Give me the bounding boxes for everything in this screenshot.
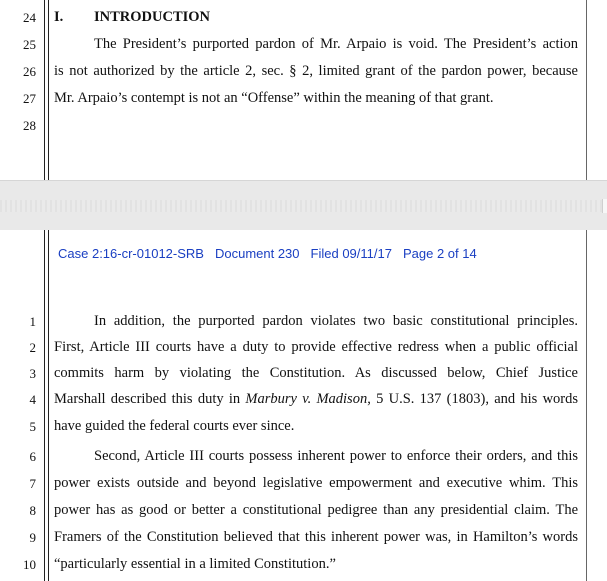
right-margin-rule xyxy=(586,230,587,581)
paragraph-line: is not authorized by the article 2, sec. § 2, limited grant of the pardon power, because xyxy=(54,63,578,79)
text-run: Marshall described this duty in xyxy=(54,391,246,407)
line-number: 2 xyxy=(29,340,36,355)
line-number: 9 xyxy=(29,530,36,545)
line-number: 3 xyxy=(29,366,36,381)
paragraph-line: commits harm by violating the Constitution. As discussed below, Chief Justice xyxy=(54,365,578,381)
paragraph-line: The President’s purported pardon of Mr. Arpaio is void. The President’s action xyxy=(94,36,578,52)
line-number: 8 xyxy=(29,503,36,518)
case-number: Case 2:16-cr-01012-SRB xyxy=(58,246,204,261)
line-number: 27 xyxy=(23,91,36,106)
line-number: 1 xyxy=(29,314,36,329)
previous-page-fragment xyxy=(0,0,607,180)
page-separator-band xyxy=(0,200,607,212)
page-separator xyxy=(0,180,607,231)
filed-date: Filed 09/11/17 xyxy=(310,246,392,261)
ecf-header xyxy=(58,246,488,261)
page-indicator: Page 2 of 14 xyxy=(402,246,477,261)
paragraph-line: Framers of the Constitution believed that this inherent power was, in Hamilton’s words xyxy=(54,529,578,545)
paragraph-line: First, Article III courts have a duty to provide effective redress when a public official xyxy=(54,339,578,355)
left-margin-rule xyxy=(44,0,45,180)
line-number: 4 xyxy=(29,392,36,407)
section-number: I. xyxy=(54,9,64,25)
line-number: 7 xyxy=(29,476,36,491)
left-margin-rule xyxy=(44,230,45,581)
line-number: 26 xyxy=(23,64,36,79)
current-page xyxy=(0,230,607,581)
right-margin-rule xyxy=(586,0,587,180)
text-run: , 5 U.S. 137 (1803), and his words xyxy=(367,391,579,407)
section-title: INTRODUCTION xyxy=(94,9,211,25)
line-number: 5 xyxy=(29,419,36,434)
paragraph-line: Second, Article III courts possess inherent power to enforce their orders, and this xyxy=(94,448,578,464)
left-margin-rule-inner xyxy=(48,230,49,581)
line-number: 6 xyxy=(29,449,36,464)
line-number: 24 xyxy=(23,10,36,25)
left-margin-rule-inner xyxy=(48,0,49,180)
line-number: 28 xyxy=(23,118,36,133)
paragraph-line: In addition, the purported pardon violates two basic constitutional principles. xyxy=(94,313,578,329)
paragraph-line: have guided the federal courts ever since. xyxy=(54,418,295,434)
page-separator-edge xyxy=(602,199,607,213)
case-citation: Marbury v. Madison xyxy=(245,391,368,407)
paragraph-line: power exists outside and beyond legislative empowerment and executive whim. This xyxy=(54,475,578,491)
section-heading xyxy=(54,8,210,26)
paragraph-line xyxy=(54,390,578,408)
paragraph-line: power has as good or better a constitutional pedigree than any presidential claim. The xyxy=(54,502,578,518)
line-number: 10 xyxy=(23,557,36,572)
paragraph-line: “particularly essential in a limited Constitution.” xyxy=(54,556,336,572)
paragraph-line: Mr. Arpaio’s contempt is not an “Offense” within the meaning of that grant. xyxy=(54,90,494,106)
document-number: Document 230 xyxy=(214,246,300,261)
line-number: 25 xyxy=(23,37,36,52)
